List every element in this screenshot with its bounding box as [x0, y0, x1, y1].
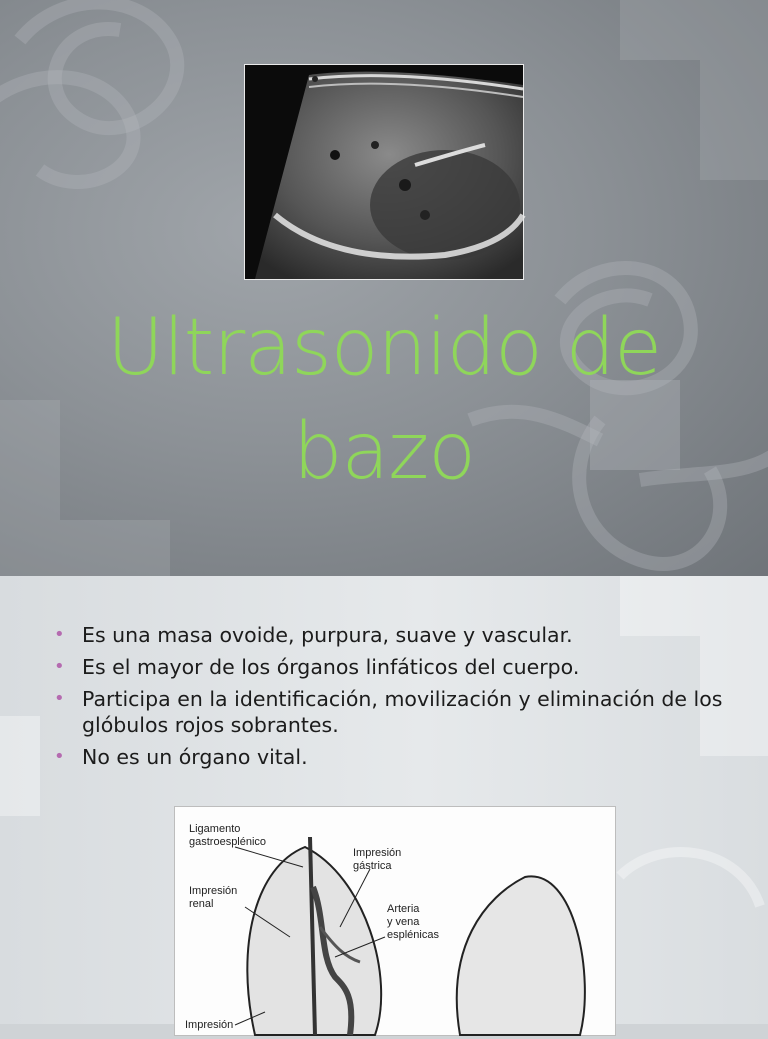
slide-title — [0, 296, 768, 504]
bullet-item — [50, 654, 730, 680]
label-text: y vena — [387, 916, 420, 928]
bullet-text: Es una masa ovoide, purpura, suave y vascular. — [82, 623, 573, 647]
bullet-item — [50, 686, 730, 738]
bullet-text: Es el mayor de los órganos linfáticos del cuerpo. — [82, 655, 580, 679]
label-impresion-renal — [189, 885, 237, 911]
title-line-2: bazo — [293, 407, 475, 497]
bullet-icon: • — [54, 746, 65, 767]
bullet-icon: • — [54, 656, 65, 677]
label-text: gástrica — [353, 860, 392, 872]
label-text: Arteria — [387, 903, 420, 915]
label-text: Impresión — [185, 1019, 234, 1031]
label-text: Impresión — [189, 885, 238, 897]
bullet-text: No es un órgano vital. — [82, 745, 308, 769]
label-text: renal — [189, 898, 214, 910]
spleen-diagram — [174, 806, 616, 1036]
bullet-item — [50, 744, 730, 770]
content-slide — [0, 576, 768, 1031]
bullet-icon: • — [54, 624, 65, 645]
ultrasound-image — [244, 64, 524, 280]
bullet-item — [50, 622, 730, 648]
ultrasound-scan-graphic — [245, 65, 523, 279]
label-impresion-gastrica — [353, 847, 401, 873]
label-text: esplénicas — [387, 929, 439, 941]
bullet-icon: • — [54, 688, 65, 709]
title-line-1: Ultrasonido de — [106, 303, 662, 393]
bullet-text: Participa en la identificación, movilización y eliminación de los glóbulos rojos sobrantes. — [82, 687, 723, 737]
label-ligamento — [189, 823, 266, 849]
label-text: Impresión — [353, 847, 402, 859]
label-text: Ligamento — [189, 823, 241, 835]
label-impresion-bottom — [185, 1019, 233, 1032]
label-arteria-vena — [387, 903, 439, 942]
bullet-list — [50, 622, 730, 776]
label-text: gastroesplénico — [189, 836, 267, 848]
